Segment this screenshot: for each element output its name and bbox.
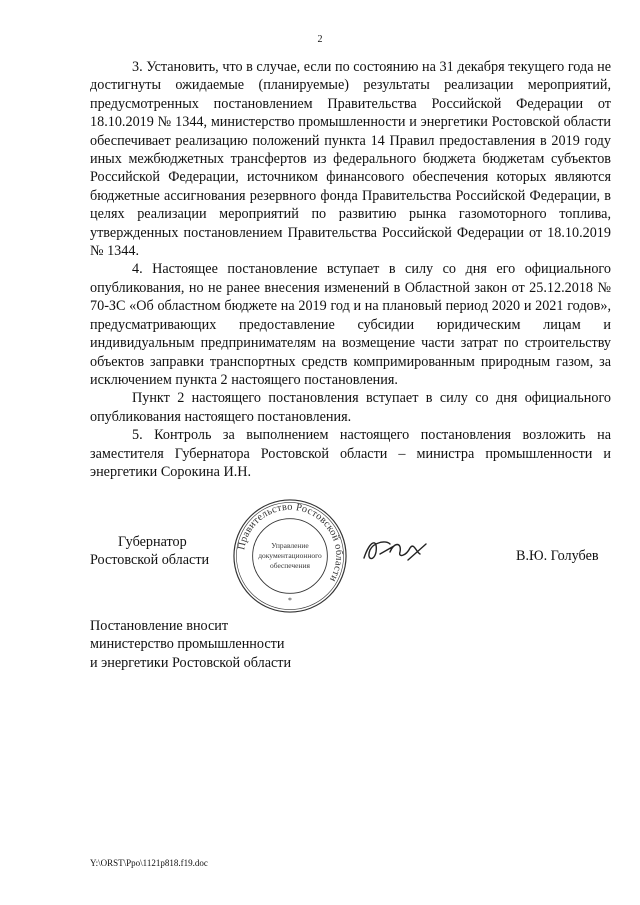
file-path: Y:\ORST\Ppo\1121p818.f19.doc (90, 858, 208, 868)
signer-name: В.Ю. Голубев (516, 548, 599, 564)
seal-star-icon: * (288, 596, 292, 606)
document-body (90, 58, 611, 481)
page-number: 2 (317, 34, 323, 45)
paragraph-4: 4. Настоящее постановление вступает в силу со дня его официального опубликования, но не ранее внесения изменений в Областной закон от 25.12.2018 № 70-ЗС «Об областном бюджете на 2019 год и на плановый период 2020 и 2021 годов», предусматривающих предоставление субсидии юридическим лицам и индивидуальным предпринимателям на возмещение части затрат по строительству объектов заправки транспортных средств компримированным природным газом, за исключением пункта 2 настоящего постановления. (90, 261, 611, 388)
handwritten-signature (360, 530, 440, 570)
seal-center-line3: обеспечения (270, 560, 310, 570)
signer-title-line1: Губернатор (118, 534, 187, 550)
submitted-by-line3: и энергетики Ростовской области (90, 654, 292, 671)
official-seal (231, 497, 349, 615)
signer-title-line2: Ростовской области (90, 552, 210, 568)
submitted-by-block (90, 617, 291, 672)
seal-center-line2: документационного (258, 550, 322, 560)
submitted-by-line1: Постановление вносит (90, 618, 229, 634)
seal-ring-text: Правительство Ростовской области (236, 501, 345, 584)
paragraph-3: 3. Установить, что в случае, если по состоянию на 31 декабря текущего года не достигнуты ожидаемые (планируемые) результаты реализации мероприятий, предусмотренных постановлением Правительства Российской Федерации от 18.10.2019 № 1344, министерство промышленности и энергетики Ростовской области обеспечивает реализацию положений пункта 14 Правил предоставления в 2019 году иных межбюджетных трансфертов из федерального бюджета бюджетам субъектов Российской Федерации, источником финансового обеспечения которых являются бюджетные ассигнования резервного фонда Правительства Российской Федерации, в целях реализации мероприятий по развитию рынка газомоторного топлива, утвержденных постановлением Правительства Российской Федерации от 18.10.2019 № 1344. (90, 59, 611, 260)
paragraph-4-note: Пункт 2 настоящего постановления вступает в силу со дня официального опубликования настоящего постановления. (90, 390, 611, 425)
seal-center-line1: Управление (271, 541, 309, 551)
submitted-by-line2: министерство промышленности (90, 636, 285, 653)
paragraph-5: 5. Контроль за выполнением настоящего постановления возложить на заместителя Губернатора Ростовской области – министра промышленности и энергетики Сорокина И.Н. (90, 427, 611, 480)
